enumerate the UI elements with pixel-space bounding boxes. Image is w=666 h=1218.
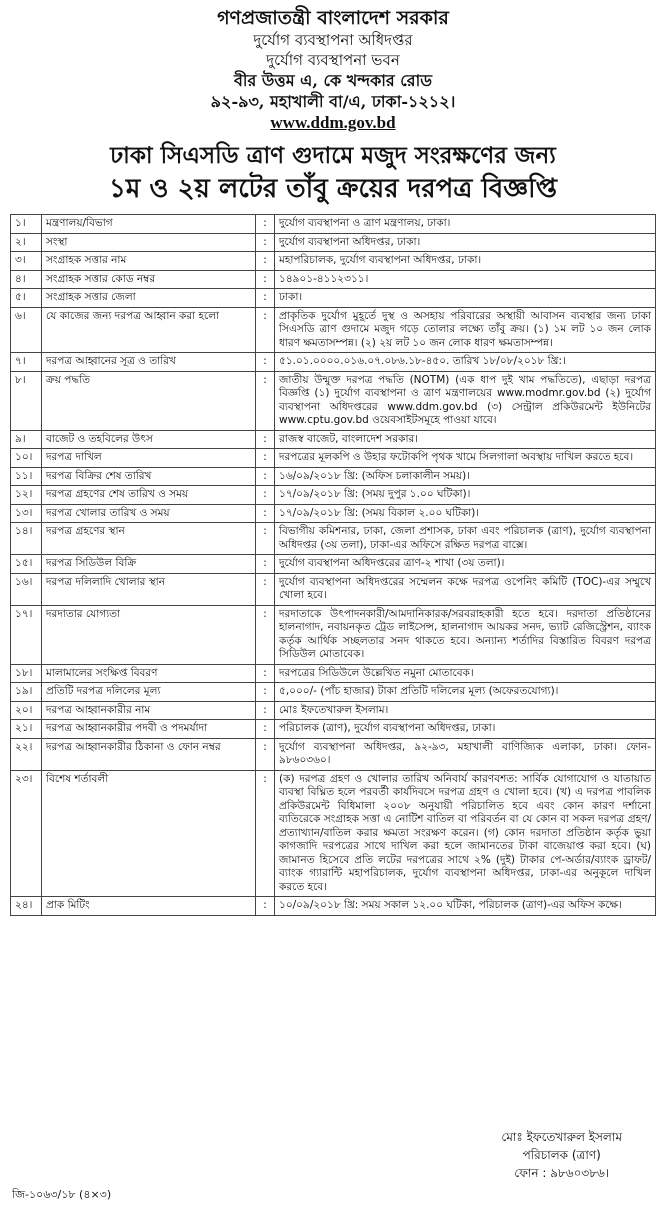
row-value: দুর্যোগ ব্যবস্থাপনা অধিদপ্তর, ৯২-৯৩, মহাখালী বাণিজ্যিক এলাকা, ঢাকা। ফোন- ৯৮৬০৩৬০। [275,738,656,770]
row-separator: : [256,504,275,523]
row-number: ২৪। [11,897,42,916]
row-value: রাজস্ব বাজেট, বাংলাদেশ সরকার। [275,430,656,449]
reference-code: জি-১০৬৩/১৮ (৪×৩) [12,1188,112,1201]
row-number: ১৫। [11,555,42,574]
row-label: মন্ত্রণালয়/বিভাগ [42,215,256,234]
signatory-phone: ফোন : ৯৮৬০৩৮৬। [514,1166,610,1180]
row-value: দরদাতাকে উৎপাদনকারী/আমদানিকারক/সরবরাহকারী হতে হবে। দরদাতা প্রতিষ্ঠানের হালনাগাদ, নবায়নকৃত ট্রেড লাইসেন্স, হালনাগাদ আয়কর সনদ, ভ্যাট রেজিস্ট্রেশন, ব্যাংক কর্তৃক আর্থিক সচ্ছলতার সনদ থাকতে হবে। অন্যান্য শর্তাদির বিস্তারিত বিবরণ দরপত্র সিডিউল মোতাবেক। [275,605,656,664]
row-number: ১৯। [11,683,42,702]
row-value: ঢাকা। [275,289,656,308]
table-row [11,486,656,505]
row-label: দরপত্র আহ্বানকারীর নাম [42,701,256,720]
building-name: দুর্যোগ ব্যবস্থাপনা ভবন [266,51,400,69]
table-row [11,467,656,486]
row-separator: : [256,897,275,916]
row-label: দরপত্র দলিলাদি খোলার স্থান [42,573,256,605]
table-row [11,701,656,720]
row-number: ৫। [11,289,42,308]
department-name: দুর্যোগ ব্যবস্থাপনা অধিদপ্তর [253,31,413,49]
table-row [11,233,656,252]
table-row [11,353,656,372]
row-label: দরপত্র খোলার তারিখ ও সময় [42,504,256,523]
row-separator: : [256,270,275,289]
row-label: বিশেষ শর্তাবলী [42,770,256,897]
row-number: ২১। [11,720,42,739]
signature-block [501,1128,622,1182]
row-separator: : [256,701,275,720]
row-label: সংগ্রাহক সত্তার নাম [42,252,256,271]
row-number: ২। [11,233,42,252]
table-row [11,289,656,308]
row-label: দরপত্র বিক্রির শেষ তারিখ [42,467,256,486]
row-separator: : [256,573,275,605]
row-separator: : [256,467,275,486]
row-separator: : [256,449,275,468]
table-row [11,664,656,683]
row-value: ৫১.০১.০০০০.০১৬.০৭.০৮৬.১৮-৪৫০. তারিখ ১৮/০৮/২০১৮ খ্রি:। [275,353,656,372]
row-value: (ক) দরপত্র গ্রহণ ও খোলার তারিখ অনিবার্য কারণবশত: সার্বিক যোগাযোগ ও যাতায়াত ব্যবস্থা বিঘ্নিত হলে পরবর্তী কার্যদিবসে দরপত্র গ্রহণ ও খোলা হবে। (খ) এ দরপত্র পাবলিক প্রকিউরমেন্ট বিধিমালা ২০০৮ অনুযায়ী পরিচালিত হবে এবং কোন কারণ দর্শানো ব্যতিরেকে সংগ্রাহক সত্তা এ নোটিশ বাতিল বা পরিবর্তন বা যে কোন বা সকল দরপত্র গ্রহণ/প্রত্যাখ্যান/বাতিল করার ক্ষমতা সংরক্ষণ করেন। (গ) কোন দরদাতা প্রতিষ্ঠান কর্তৃক ভুয়া কাগজাদি দরপত্রের সাথে দাখিল করা হলে জামানতের টাকা বাজেয়াপ্ত করা হবে। (ঘ) জামানত হিসেবে প্রতি লটের দরপত্রের সাথে ২% (দুই) টাকার পে-অর্ডার/ব্যাংক ড্রাফট/ব্যাংক গ্যারান্টি মহাপরিচালক, দুর্যোগ ব্যবস্থাপনা অধিদপ্তর, ঢাকা-এর অনুকূলে দাখিল করতে হবে। [275,770,656,897]
row-value: ১০/০৯/২০১৮ খ্রি: সময় সকাল ১২.০০ ঘটিকা, পরিচালক (ত্রাণ)-এর অফিস কক্ষে। [275,897,656,916]
row-number: ১৭। [11,605,42,664]
row-separator: : [256,523,275,555]
row-separator: : [256,486,275,505]
table-row [11,738,656,770]
row-separator: : [256,720,275,739]
website-link[interactable]: www.ddm.gov.bd [270,113,396,132]
road-name: বীর উত্তম এ, কে খন্দকার রোড [233,71,433,90]
table-row [11,215,656,234]
table-row [11,573,656,605]
row-number: ৮। [11,371,42,430]
table-row [11,555,656,574]
row-number: ৩। [11,252,42,271]
table-row [11,770,656,897]
notice-table [10,214,656,916]
row-value: দুর্যোগ ব্যবস্থাপনা অধিদপ্তরের ত্রাণ-২ শাখা (৩য় তলা)। [275,555,656,574]
table-row [11,252,656,271]
row-label: দরপত্র দাখিল [42,449,256,468]
row-value: মোঃ ইফতেখারুল ইসলাম। [275,701,656,720]
row-separator: : [256,307,275,353]
table-row [11,371,656,430]
row-label: বাজেট ও তহবিলের উৎস [42,430,256,449]
row-separator: : [256,664,275,683]
row-separator: : [256,289,275,308]
row-value: দরপত্রের সিডিউলে উল্লেখিত নমুনা মোতাবেক। [275,664,656,683]
row-value: দুর্যোগ ব্যবস্থাপনা ও ত্রাণ মন্ত্রণালয়, ঢাকা। [275,215,656,234]
table-row [11,605,656,664]
table-row [11,897,656,916]
row-label: দরপত্র আহ্বানকারীর পদবী ও পদমর্যাদা [42,720,256,739]
table-row [11,720,656,739]
row-number: ১৬। [11,573,42,605]
notice-title [10,140,656,206]
office-header [10,6,656,134]
row-separator: : [256,605,275,664]
row-number: ১০। [11,449,42,468]
row-value: দুর্যোগ ব্যবস্থাপনা অধিদপ্তরের সম্মেলন কক্ষে দরপত্র ওপেনিং কমিটি (TOC)-এর সম্মুখে খোলা হবে। [275,573,656,605]
row-separator: : [256,252,275,271]
row-label: সংগ্রাহক সত্তার জেলা [42,289,256,308]
row-separator: : [256,371,275,430]
row-number: ২৩। [11,770,42,897]
table-row [11,504,656,523]
row-value: ১৭/০৯/২০১৮ খ্রি: (সময় বিকাল ২.০০ ঘটিকা)। [275,504,656,523]
row-separator: : [256,430,275,449]
row-separator: : [256,353,275,372]
row-label: দরপত্র গ্রহণের শেষ তারিখ ও সময় [42,486,256,505]
row-label: দরপত্র গ্রহণের স্থান [42,523,256,555]
row-label: সংস্থা [42,233,256,252]
row-separator: : [256,555,275,574]
row-value: পরিচালক (ত্রাণ), দুর্যোগ ব্যবস্থাপনা অধিদপ্তর, ঢাকা। [275,720,656,739]
govt-name: গণপ্রজাতন্ত্রী বাংলাদেশ সরকার [217,7,449,29]
row-number: ৯। [11,430,42,449]
row-label: যে কাজের জন্য দরপত্র আহ্বান করা হলো [42,307,256,353]
address: ৯২-৯৩, মহাখালী বা/এ, ঢাকা-১২১২। [210,92,456,111]
row-value: ১৬/০৯/২০১৮ খ্রি: (অফিস চলাকালীন সময়)। [275,467,656,486]
row-label: দরপত্র সিডিউল বিক্রি [42,555,256,574]
title-line-1: ঢাকা সিএসডি ত্রাণ গুদামে মজুদ সংরক্ষণের জন্য [110,142,556,169]
row-separator: : [256,683,275,702]
row-number: ১২। [11,486,42,505]
row-value: দুর্যোগ ব্যবস্থাপনা অধিদপ্তর, ঢাকা। [275,233,656,252]
row-number: ১৪। [11,523,42,555]
row-number: ২২। [11,738,42,770]
row-separator: : [256,770,275,897]
signatory-designation: পরিচালক (ত্রাণ) [522,1148,601,1162]
row-label: দরপত্র আহ্বানকারীর ঠিকানা ও ফোন নম্বর [42,738,256,770]
row-value: প্রাকৃতিক দুর্যোগ মুহূর্তে দুস্থ ও অসহায় পরিবারের অস্থায়ী আবাসন ব্যবস্থার জন্য ঢাকা সিএসডি ত্রাণ গুদামে মজুদ গড়ে তোলার লক্ষ্যে তাঁবু ক্রয়। (১) ১ম লট ১০ জন লোক ধারণ ক্ষমতাসম্পন্ন। (২) ২য় লট ১০ জন লোক ধারণ ক্ষমতাসম্পন্ন। [275,307,656,353]
table-row [11,270,656,289]
table-row [11,430,656,449]
row-label: দরদাতার যোগ্যতা [42,605,256,664]
table-row [11,523,656,555]
row-number: ১১। [11,467,42,486]
row-label: দরপত্র আহ্বানের সূত্র ও তারিখ [42,353,256,372]
title-line-2: ১ম ও ২য় লটের তাঁবু ক্রয়ের দরপত্র বিজ্ঞপ্তি [109,174,557,204]
row-separator: : [256,233,275,252]
table-row [11,683,656,702]
row-label: মালামালের সংক্ষিপ্ত বিবরণ [42,664,256,683]
row-number: ৭। [11,353,42,372]
row-label: সংগ্রাহক সত্তার কোড নম্বর [42,270,256,289]
table-row [11,307,656,353]
signatory-name: মোঃ ইফতেখারুল ইসলাম [501,1130,622,1144]
row-value: ১৪৯০১-৪১১২৩১১। [275,270,656,289]
row-number: ৪। [11,270,42,289]
row-value: মহাপরিচালক, দুর্যোগ ব্যবস্থাপনা অধিদপ্তর, ঢাকা। [275,252,656,271]
row-value: ৫,০০০/- (পাঁচ হাজার) টাকা প্রতিটি দলিলের মূল্য (অফেরতযোগ্য)। [275,683,656,702]
table-row [11,449,656,468]
row-value: জাতীয় উন্মুক্ত দরপত্র পদ্ধতি (NOTM) (এক ধাপ দুই খাম পদ্ধতিতে), এছাড়া দরপত্র বিজ্ঞপ্তি (১) দুর্যোগ ব্যবস্থাপনা ও ত্রাণ মন্ত্রণালয়ের www.modmr.gov.bd (২) দুর্যোগ ব্যবস্থাপনা অধিদপ্তরের www.ddm.gov.bd (৩) সেন্ট্রাল প্রকিউরমেন্ট ইউনিটের www.cptu.gov.bd ওয়েবসাইটসমূহে পাওয়া যাবে। [275,371,656,430]
row-label: প্রাক মিটিং [42,897,256,916]
row-number: ২০। [11,701,42,720]
row-separator: : [256,215,275,234]
row-number: ৬। [11,307,42,353]
row-separator: : [256,738,275,770]
row-value: ১৭/০৯/২০১৮ খ্রি: (সময় দুপুর ১.০০ ঘটিকা)। [275,486,656,505]
row-label: প্রতিটি দরপত্র দলিলের মূল্য [42,683,256,702]
row-value: বিভাগীয় কমিশনার, ঢাকা, জেলা প্রশাসক, ঢাকা এবং পরিচালক (ত্রাণ), দুর্যোগ ব্যবস্থাপনা অধিদপ্তর (৩য় তলা), ঢাকা-এর অফিসে রক্ষিত দরপত্র বাক্সে। [275,523,656,555]
row-number: ১। [11,215,42,234]
row-value: দরপত্রের মূলকপি ও উহার ফটোকপি পৃথক খামে সিলগালা অবস্থায় দাখিল করতে হবে। [275,449,656,468]
row-number: ১৩। [11,504,42,523]
row-number: ১৮। [11,664,42,683]
row-label: ক্রয় পদ্ধতি [42,371,256,430]
